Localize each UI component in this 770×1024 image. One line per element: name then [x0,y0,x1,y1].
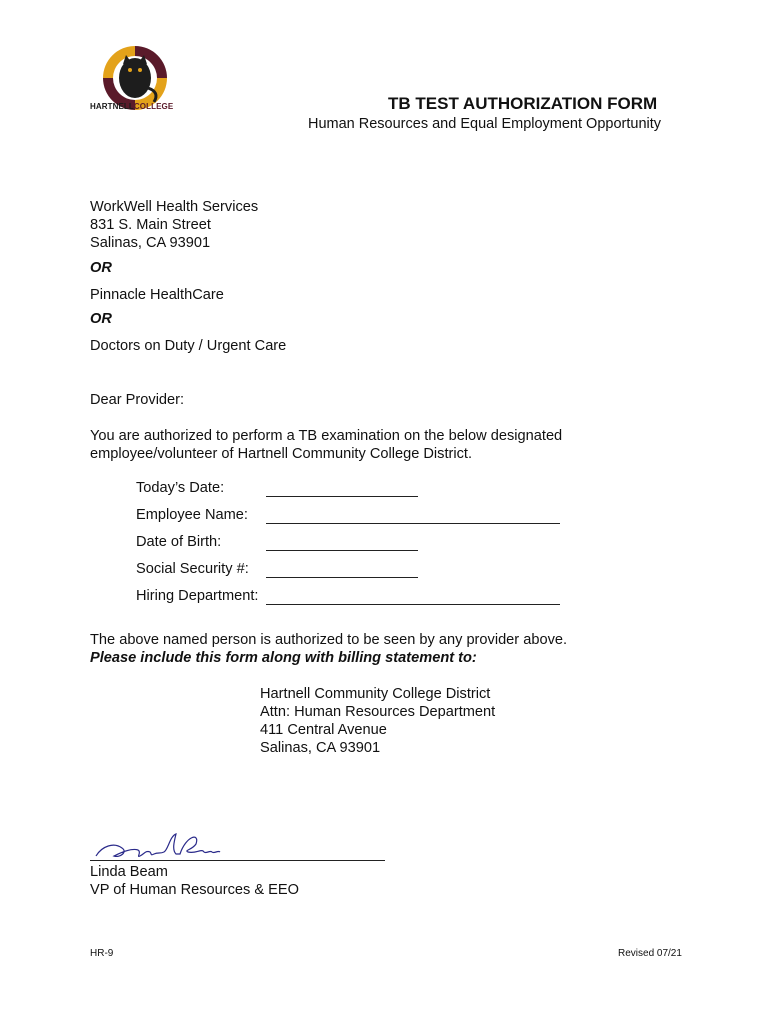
logo-word-college: COLLEGE [133,102,174,111]
letter-body-line-1: You are authorized to perform a TB examination on the below designated [90,428,563,444]
revision-date: Revised 07/21 [618,948,682,959]
billing-address-line: Hartnell Community College District [260,686,491,702]
billing-address-line: Salinas, CA 93901 [260,740,381,756]
signer-position: VP of Human Resources & EEO [90,882,300,898]
date-of-birth-blank[interactable] [266,550,418,551]
provider-doctors-on-duty: Doctors on Duty / Urgent Care [90,338,287,354]
provider-line: 831 S. Main Street [90,217,211,233]
provider-workwell [90,198,258,252]
logo-wordmark [90,102,173,111]
date-of-birth-label: Date of Birth: [136,534,222,550]
provider-pinnacle: Pinnacle HealthCare [90,287,224,303]
provider-line: WorkWell Health Services [90,199,259,215]
signer-name: Linda Beam [90,864,168,880]
hiring-department-label: Hiring Department: [136,588,259,604]
hiring-department-blank[interactable] [266,604,560,605]
letter-body-line-2: employee/volunteer of Hartnell Community College District. [90,446,473,462]
billing-address-line: Attn: Human Resources Department [260,704,496,720]
social-security-label: Social Security #: [136,561,249,577]
handwritten-signature [92,828,232,864]
form-code: HR-9 [90,948,114,959]
todays-date-blank[interactable] [266,496,418,497]
provider-line: Salinas, CA 93901 [90,235,211,251]
social-security-blank[interactable] [266,577,418,578]
or-separator: OR [90,260,112,276]
salutation: Dear Provider: [90,392,185,408]
billing-address [260,685,495,757]
billing-instruction: Please include this form along with billing statement to: [90,650,477,666]
or-separator: OR [90,311,112,327]
authorization-statement: The above named person is authorized to be seen by any provider above. [90,632,568,648]
form-subtitle: Human Resources and Equal Employment Opportunity [308,116,662,132]
signature-line [90,860,385,861]
employee-name-label: Employee Name: [136,507,248,523]
logo-word-hartnell: HARTNELL [90,102,134,111]
employee-name-blank[interactable] [266,523,560,524]
billing-address-line: 411 Central Avenue [260,722,387,738]
todays-date-label: Today’s Date: [136,480,225,496]
form-title: TB TEST AUTHORIZATION FORM [388,94,658,113]
